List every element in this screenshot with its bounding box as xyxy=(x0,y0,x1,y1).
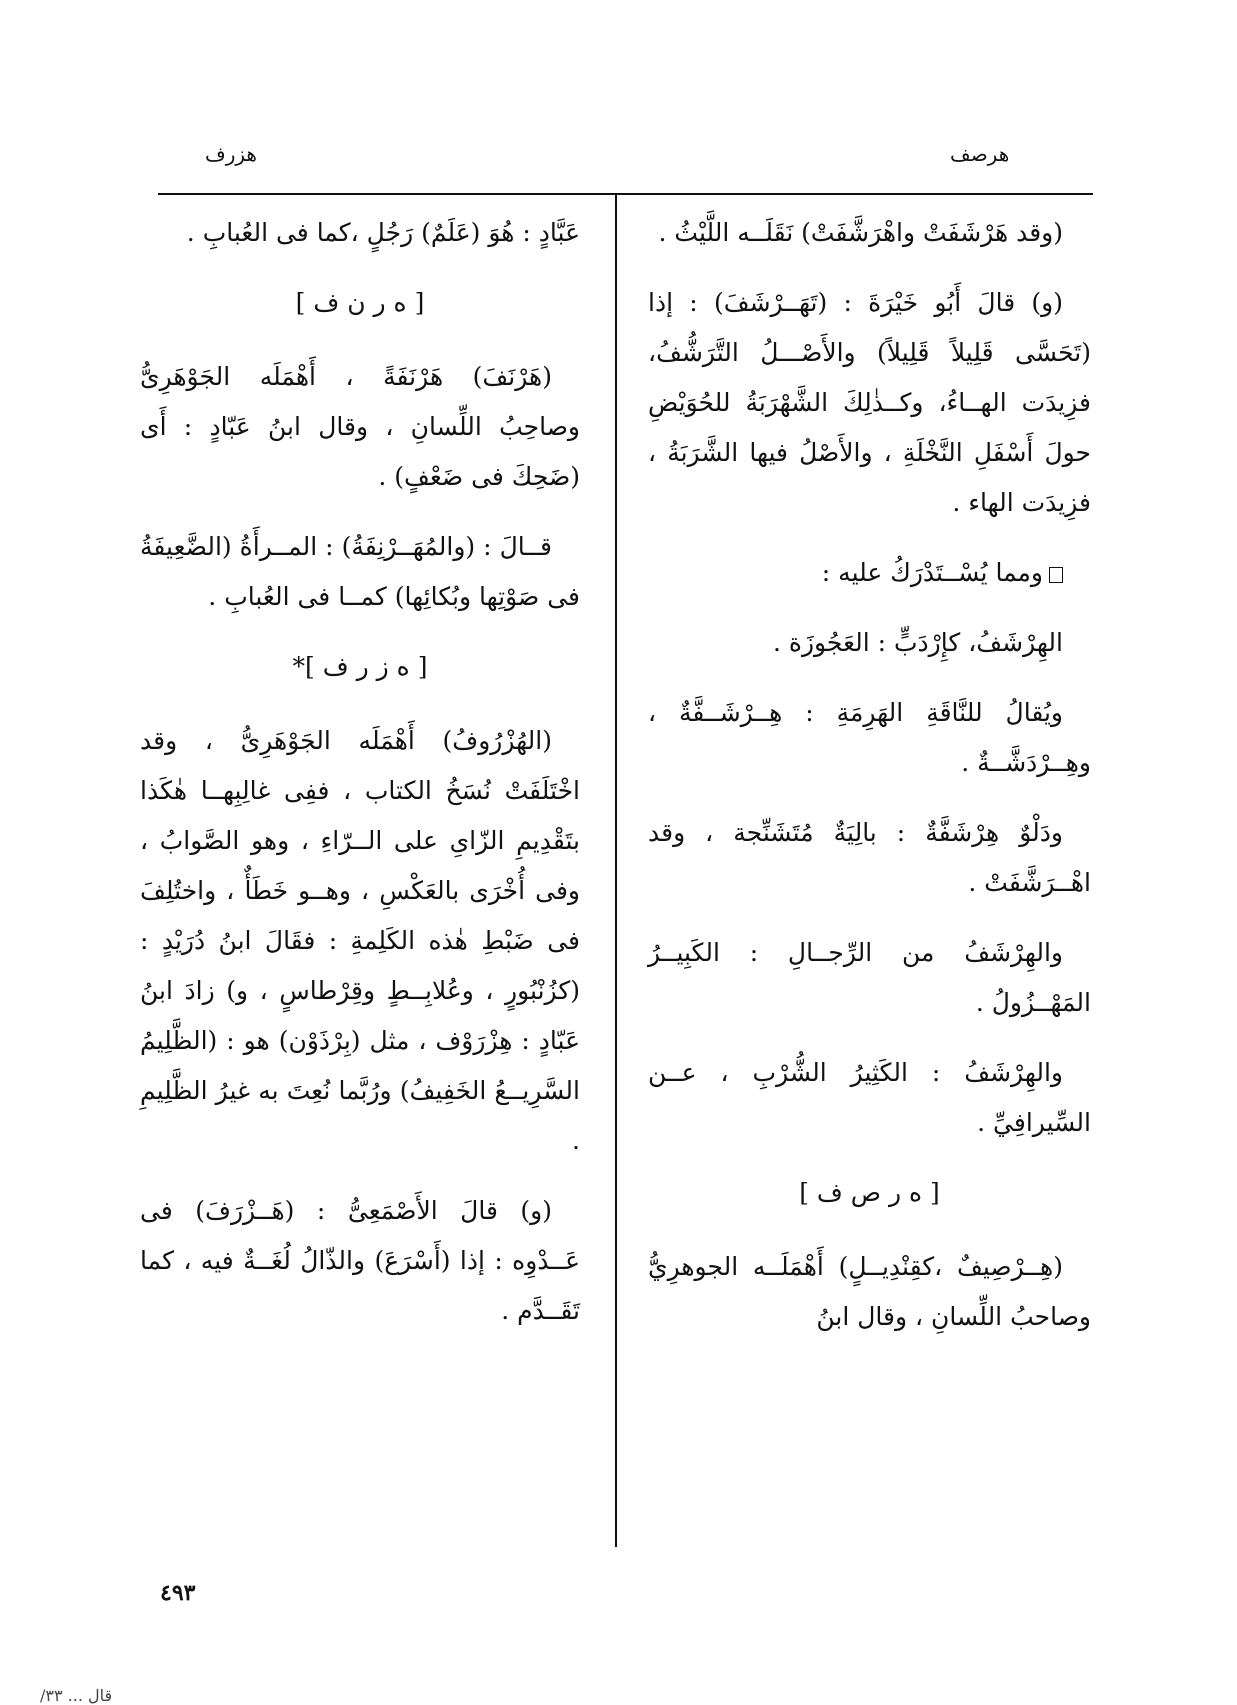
paragraph: عَبَّادٍ : هُوَ (عَلَمٌ) رَجُلٍ ،كما فى العُبابِ . xyxy=(186,218,580,247)
running-head-left: هزرف xyxy=(205,142,257,166)
right-column xyxy=(648,208,1091,1362)
section-marker-icon xyxy=(1049,567,1063,583)
paragraph: (وقد هَرْشَفَتْ واهْرَشَّفَتْ) نَقَلَــه اللَّيْثُ . xyxy=(658,218,1063,247)
paragraph: الهِرْشَفُ، كإِرْدَبٍّ : العَجُوزَة . xyxy=(772,628,1063,657)
page-number: ٤٩٣ xyxy=(160,1580,196,1606)
header-rule xyxy=(158,193,1093,195)
running-head-right: هرصف xyxy=(950,142,1010,166)
footer-text: قال ... ٣٣/ xyxy=(40,1686,113,1705)
paragraph: (الهُزْرُوفُ) أَهْمَلَه الجَوْهَرِىُّ ، وقد اخْتَلَفَتْ نُسَخُ الكتاب ، ففِى غالِبِهــا هٰكَذا بتَقْدِيمِ الزّاىِ على الــرّاءِ ، وهو الصَّوابُ ، وفى أُخْرَى بالعَكْسِ ، وهــو خَطَأٌ ، واختُلِفَ فى ضَبْطِ هٰذه الكَلِمةِ : فقَالَ ابنُ دُرَيْدٍ : (كزُنْبُورٍ ، وعُلابِــطٍ وقِرْطاسٍ ، و) زادَ ابنُ عَبّادٍ : هِزْرَوْف ، مثل (بِرْذَوْن) هو : (الظَّلِيمُ السَّرِيــعُ الخَفِيفُ) ورُبَّما نُعِتَ به غيرُ الظَّلِيمِ . xyxy=(140,726,580,1155)
paragraph: (و) قالَ أَبُو خَيْرَةَ : (تَهَــرْشَفَ) : إذا (تَحَسَّى قَلِيلاً قَلِيلاً) والأَصْـــلُ التَّرَشُّفُ، فزِيدَت الهــاءُ، وكــذٰلِكَ الشَّهْرَبَةُ للحُوَيْضِ حولَ أَسْفَلِ النَّخْلَةِ ، والأَصْلُ فيها الشَّرَبَةُ ، فزِيدَت الهاء . xyxy=(648,288,1091,517)
paragraph: قــالَ : (والمُهَــرْنِفَةُ) : المــرأَةُ (الضَّعِيفَةُ فى صَوْتِها وبُكائِها) كمــا فى العُبابِ . xyxy=(140,532,580,611)
entry-heading: [ ه ر ص ف ] xyxy=(799,1178,940,1207)
left-column xyxy=(140,208,580,1356)
paragraph: والهِرْشَفُ من الرِّجــالِ : الكَبِيــرُ المَهْــزُولُ . xyxy=(648,938,1091,1017)
addendum-intro xyxy=(648,548,1091,598)
column-divider xyxy=(615,193,617,1547)
entry-heading: [ ه ر ن ف ] xyxy=(295,288,425,317)
paragraph: (هَرْنَفَ) هَرْنَفَةً ، أَهْمَلَه الجَوْهَرِىُّ وصاحِبُ اللِّسانِ ، وقال ابنُ عَبّادٍ : أَى (ضَحِكَ فى ضَعْفٍ) . xyxy=(140,362,580,491)
paragraph: (و) قالَ الأَصْمَعِىُّ : (هَــزْرَفَ) فى عَــدْوِه : إذا (أَسْرَعَ) والذّالُ لُغَــةٌ فيه ، كما تَقَــدَّم . xyxy=(140,1196,580,1325)
paragraph: ودَلْوٌ هِرْشَفَّةٌ : بالِيَةٌ مُتَشَنِّجة ، وقد اهْــرَشَّفَتْ . xyxy=(648,818,1091,897)
paragraph: ويُقالُ للنَّاقَةِ الهَرِمَةِ : هِــرْشَــفَّةٌ ، وهِــرْدَشَّــةٌ . xyxy=(648,698,1091,777)
paragraph: والهِرْشَفُ : الكَثِيرُ الشُّرْبِ ، عــن السِّيرافِيِّ . xyxy=(648,1058,1091,1137)
entry-heading: [ ه ز ر ف ]* xyxy=(292,652,428,681)
addendum-intro-text: ومما يُسْــتَدْرَكُ عليه : xyxy=(821,558,1043,587)
paragraph: (هِــرْصِيفٌ ،كقِنْدِيــلٍ) أَهْمَلَــه الجوهرِيُّ وصاحبُ اللِّسانِ ، وقال ابنُ xyxy=(648,1252,1091,1331)
